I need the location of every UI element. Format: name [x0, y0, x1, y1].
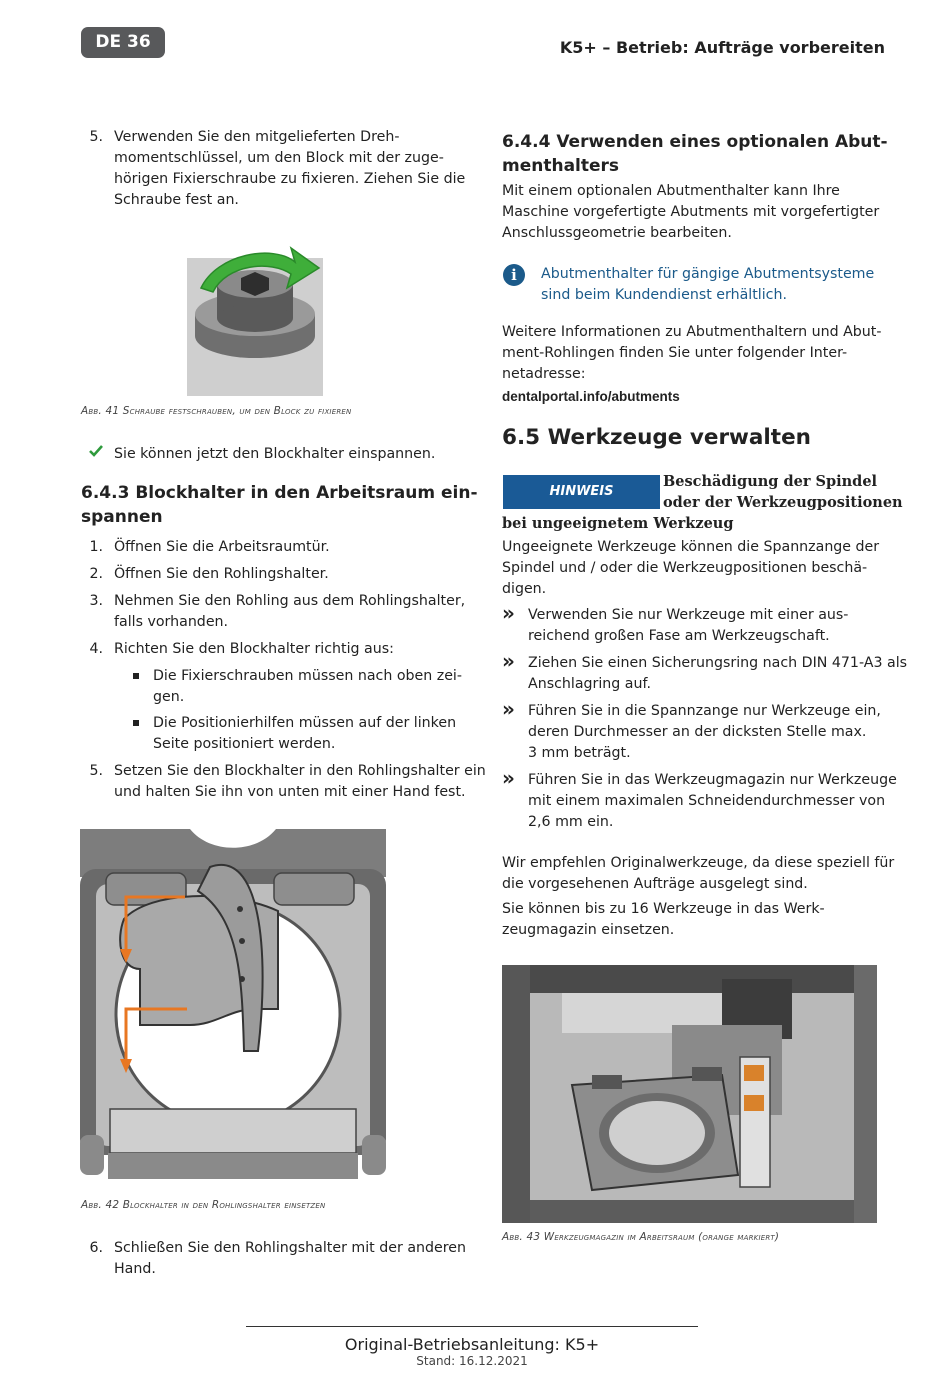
notice-title-line: oder der Werkzeugpositionen	[663, 494, 903, 511]
notice-text	[502, 537, 879, 600]
bullet-square-icon	[133, 673, 139, 679]
instruction-line: 2,6 mm ein.	[528, 814, 614, 830]
instruction-list	[502, 601, 908, 835]
paragraph-line: zeugmagazin einsetzen.	[502, 922, 675, 938]
step-number: 5.	[89, 763, 103, 779]
step-line: Hand.	[114, 1261, 156, 1277]
double-chevron-icon: »	[502, 766, 515, 790]
figure-41-screw-illustration	[187, 236, 323, 396]
paragraph-line: Spindel und / oder die Werkzeugpositionen beschä-	[502, 560, 868, 576]
step-number: 3.	[89, 593, 103, 609]
step-number: 4.	[89, 641, 103, 657]
double-chevron-icon: »	[502, 649, 515, 673]
step-number: 2.	[89, 566, 103, 582]
paragraph-line: ment-Rohlingen finden Sie unter folgender Inter-	[502, 345, 848, 361]
info-icon: i	[503, 264, 525, 286]
step-6-block	[81, 1238, 471, 1282]
sub-bullet-line: Die Positionierhilfen müssen auf der linken	[153, 715, 457, 731]
bullet-square-icon	[133, 720, 139, 726]
check-icon	[89, 443, 103, 462]
dentalportal-link[interactable]: dentalportal.info/abutments	[502, 389, 680, 404]
steps-list	[81, 537, 471, 657]
step-line: Richten Sie den Blockhalter richtig aus:	[114, 641, 394, 657]
step-line: Schließen Sie den Rohlingshalter mit der anderen	[114, 1240, 466, 1256]
step-line: momentschlüssel, um den Block mit der zuge-	[114, 150, 444, 166]
sub-bullet-line: Seite positioniert werden.	[153, 736, 336, 752]
figure-41-caption: Abb. 41 Schraube festschrauben, um den Block zu fixieren	[81, 405, 352, 417]
double-chevron-icon: »	[502, 697, 515, 721]
instruction-line: deren Durchmesser an der dicksten Stelle max.	[528, 724, 867, 740]
heading-line: menthalters	[502, 156, 620, 176]
notice-badge: HINWEIS	[503, 475, 660, 509]
footer-date: Stand: 16.12.2021	[416, 1354, 528, 1368]
info-line: sind beim Kundendienst erhältlich.	[541, 287, 787, 303]
more-info-paragraph	[502, 322, 881, 385]
step-line: Öffnen Sie die Arbeitsraumtür.	[114, 539, 330, 555]
notice-title-line: bei ungeeignetem Werkzeug	[502, 515, 734, 532]
sub-bullet-line: gen.	[153, 689, 185, 705]
figure-42-blockholder-illustration	[80, 829, 386, 1184]
info-line: Abutmenthalter für gängige Abutmentsysteme	[541, 266, 875, 282]
paragraph-line: Weitere Informationen zu Abutmenthaltern und Abut-	[502, 324, 882, 340]
step-line: Öffnen Sie den Rohlingshalter.	[114, 566, 329, 582]
paragraph-line: Anschlussgeometrie bearbeiten.	[502, 225, 732, 241]
instruction-line: Ziehen Sie einen Sicherungsring nach DIN 471-A3 als	[528, 655, 908, 671]
paragraph-line: netadresse:	[502, 366, 586, 382]
result-text: Sie können jetzt den Blockhalter einspannen.	[114, 446, 436, 462]
section-heading-6-5: 6.5 Werkzeuge verwalten	[502, 425, 811, 450]
heading-line: spannen	[81, 507, 163, 527]
chapter-title: K5+ – Betrieb: Aufträge vorbereiten	[559, 38, 885, 57]
step-number: 1.	[89, 539, 103, 555]
step-line: und halten Sie ihn von unten mit einer Hand fest.	[114, 784, 466, 800]
instruction-line: Führen Sie in das Werkzeugmagazin nur Werkzeuge	[528, 772, 897, 788]
paragraph-line: Ungeeignete Werkzeuge können die Spannzange der	[502, 539, 880, 555]
heading-line: 6.4.4 Verwenden eines optionalen Abut-	[502, 132, 888, 152]
instruction-line: Verwenden Sie nur Werkzeuge mit einer aus-	[528, 607, 849, 623]
figure-43-caption: Abb. 43 Werkzeugmagazin im Arbeitsraum (orange markiert)	[502, 1231, 780, 1243]
instruction-line: Anschlagring auf.	[528, 676, 651, 692]
instruction-line: mit einem maximalen Schneidendurchmesser von	[528, 793, 886, 809]
capacity-paragraph	[502, 899, 825, 941]
instruction-line: 3 mm beträgt.	[528, 745, 631, 761]
abutment-intro	[502, 181, 879, 244]
instruction-line: Führen Sie in die Spannzange nur Werkzeuge ein,	[528, 703, 881, 719]
sub-bullet-list	[114, 666, 474, 761]
step-number: 6.	[89, 1240, 103, 1256]
section-heading-6-4-3	[81, 481, 478, 529]
paragraph-line: Sie können bis zu 16 Werkzeuge in das Werk-	[502, 901, 825, 917]
heading-line: 6.4.3 Blockhalter in den Arbeitsraum ein-	[81, 483, 478, 503]
step-line: Setzen Sie den Blockhalter in den Rohlingshalter ein	[114, 763, 486, 779]
paragraph-line: die vorgesehenen Aufträge ausgelegt sind.	[502, 876, 808, 892]
paragraph-line: Maschine vorgefertigte Abutments mit vorgefertigter	[502, 204, 880, 220]
double-chevron-icon: »	[502, 601, 515, 625]
footer-divider	[246, 1326, 698, 1327]
step-line: Verwenden Sie den mitgelieferten Dreh-	[114, 129, 400, 145]
page-number-badge: DE 36	[81, 27, 165, 58]
step-5b-block	[81, 761, 486, 805]
instruction-line: reichend großen Fase am Werkzeugschaft.	[528, 628, 830, 644]
figure-43-work-chamber-photo	[502, 965, 877, 1223]
section-heading-6-4-4	[502, 130, 888, 178]
notice-title-line: Beschädigung der Spindel	[663, 473, 878, 490]
footer-title: Original-Betriebsanleitung: K5+	[344, 1335, 600, 1354]
step-line: Schraube fest an.	[114, 192, 239, 208]
sub-bullet-line: Die Fixierschrauben müssen nach oben zei-	[153, 668, 462, 684]
paragraph-line: Wir empfehlen Originalwerkzeuge, da diese speziell für	[502, 855, 895, 871]
paragraph-line: digen.	[502, 581, 547, 597]
step-line: hörigen Fixierschraube zu fixieren. Ziehen Sie die	[114, 171, 466, 187]
paragraph-line: Mit einem optionalen Abutmenthalter kann Ihre	[502, 183, 840, 199]
info-note	[541, 264, 874, 306]
step-line: Nehmen Sie den Rohling aus dem Rohlingshalter,	[114, 593, 466, 609]
step-number: 5.	[89, 129, 103, 145]
recommend-paragraph	[502, 853, 894, 895]
step-line: falls vorhanden.	[114, 614, 229, 630]
figure-42-caption: Abb. 42 Blockhalter in den Rohlingshalter einsetzen	[81, 1199, 326, 1211]
